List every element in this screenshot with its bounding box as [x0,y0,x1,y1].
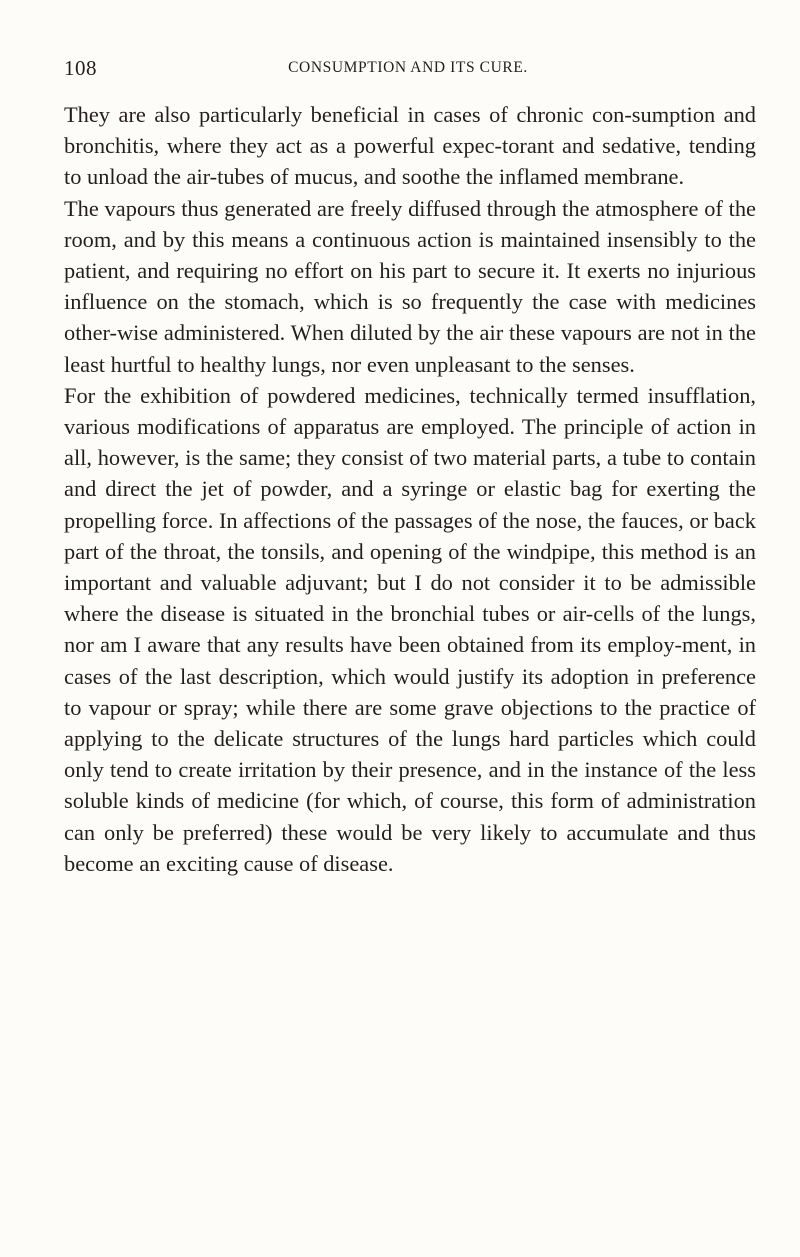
paragraph: They are also particularly beneficial in cases of chronic con-sumption and bronchitis, where they act as a powerful expec-torant and sedative, tending to unload the air-tubes of mucus, and soothe the inflamed membrane. [64,102,756,190]
body-text [64,99,756,879]
running-head [64,56,752,84]
page-number: 108 [64,56,97,80]
running-title: CONSUMPTION AND ITS CURE. [288,59,528,76]
paragraph: For the exhibition of powdered medicines, technically termed insufflation, various modifications of apparatus are employed. The principle of action in all, however, is the same; they consist of two material parts, a tube to contain and direct the jet of powder, and a syringe or elastic bag for exerting the propelling force. In affections of the passages of the nose, the fauces, or back part of the throat, the tonsils, and opening of the windpipe, this method is an important and valuable adjuvant; but I do not consider it to be admissible where the disease is situated in the bronchial tubes or air-cells of the lungs, nor am I aware that any results have been obtained from its employ-ment, in cases of the last description, which would justify its adoption in preference to vapour or spray; while there are some grave objections to the practice of applying to the delicate structures of the lungs hard particles which could only tend to create irritation by their presence, and in the instance of the less soluble kinds of medicine (for which, of course, this form of administration can only be preferred) these would be very likely to accumulate and thus become an exciting cause of disease. [64,382,756,876]
paragraph: The vapours thus generated are freely diffused through the atmosphere of the room, and by this means a continuous action is maintained insensibly to the patient, and requiring no effort on his part to secure it. It exerts no injurious influence on the stomach, which is so frequently the case with medicines other-wise administered. When diluted by the air these vapours are not in the least hurtful to healthy lungs, nor even unpleasant to the senses. [64,195,756,377]
